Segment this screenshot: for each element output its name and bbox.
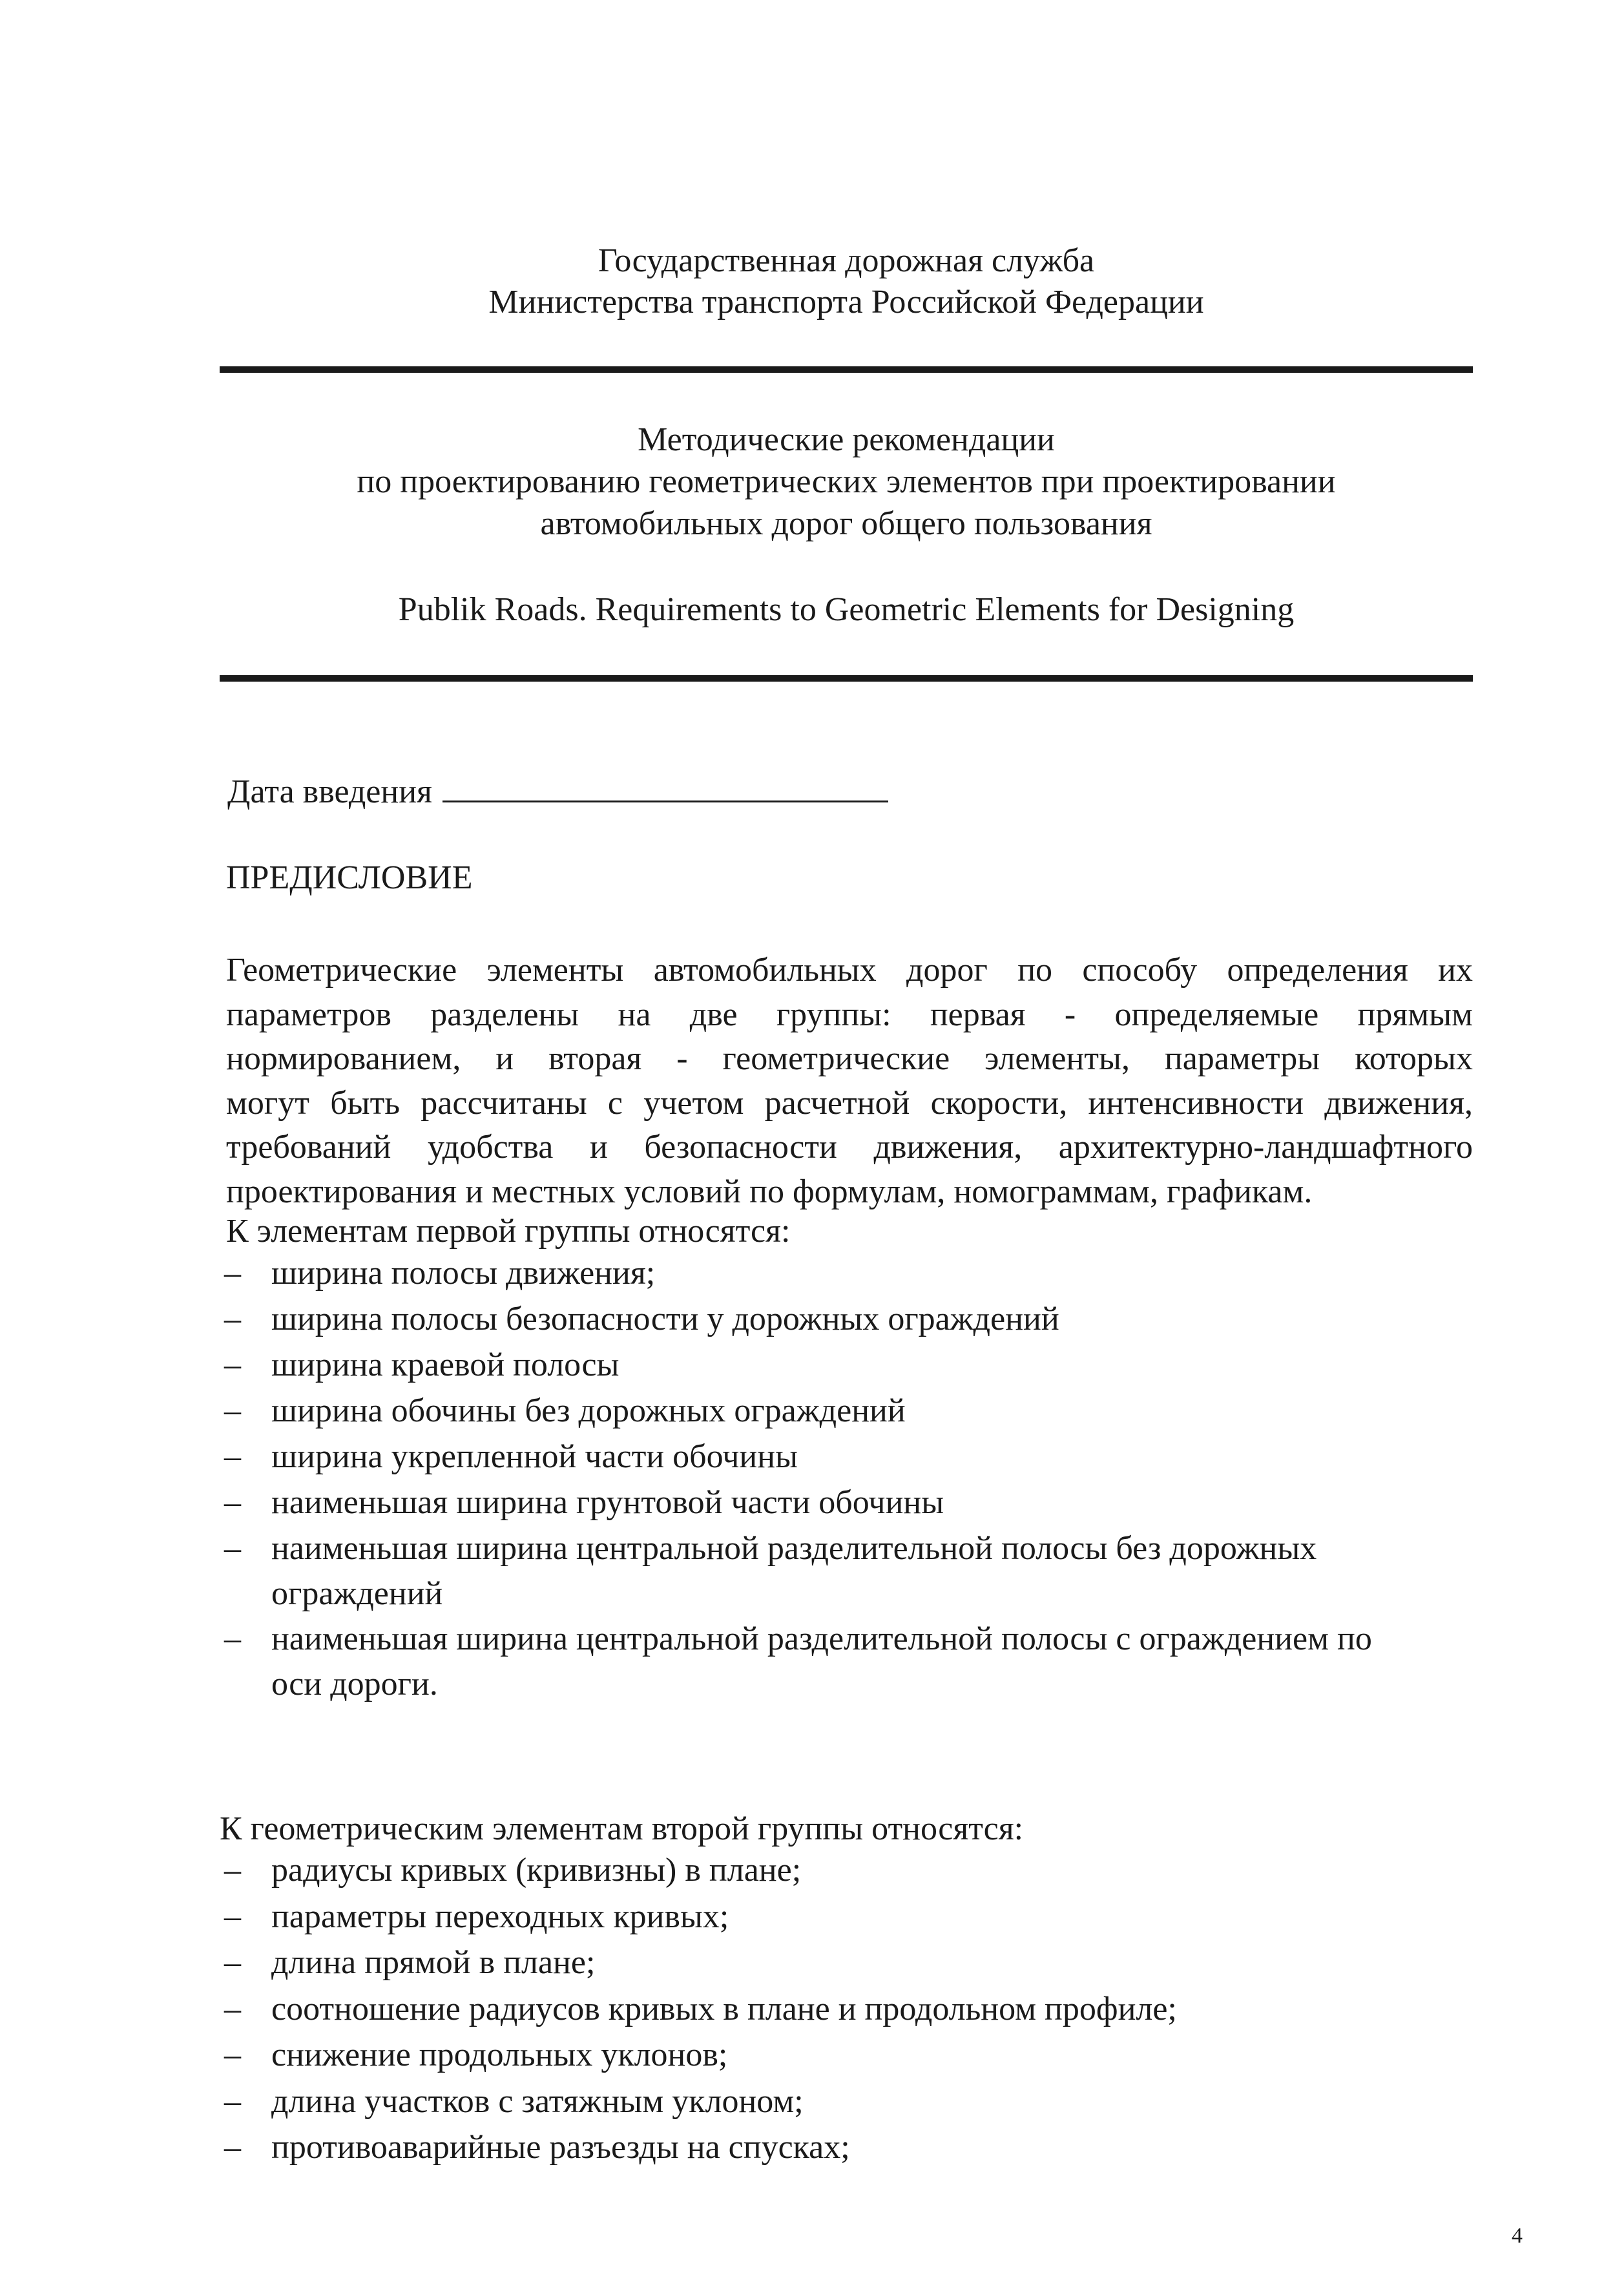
dash-bullet: – xyxy=(224,1484,241,1521)
dash-bullet: – xyxy=(224,2082,241,2120)
dash-bullet: – xyxy=(224,1620,241,1657)
list-item: – длина участков с затяжным уклоном; xyxy=(220,2079,1177,2126)
date-blank-underline xyxy=(442,801,888,802)
list-item: – соотношение радиусов кривых в плане и продольном профиле; xyxy=(220,1987,1177,2033)
dash-bullet: – xyxy=(224,1530,241,1567)
dash-bullet: – xyxy=(224,2129,241,2166)
title-english: Publik Roads. Requirements to Geometric Elements for Designing xyxy=(398,591,1295,628)
paragraph-line: Геометрические элементы автомобильных дорог по способу определения их xyxy=(226,952,1473,989)
list-item: – ширина обочины без дорожных ограждений xyxy=(220,1388,1372,1434)
title-line-3: автомобильных дорог общего пользования xyxy=(540,505,1152,542)
preface-paragraph xyxy=(226,948,1473,1214)
dash-bullet: – xyxy=(224,1852,241,1889)
page-number: 4 xyxy=(1512,2224,1523,2248)
list-item: – снижение продольных уклонов; xyxy=(220,2033,1177,2079)
header-line-1: Государственная дорожная служба xyxy=(598,242,1095,279)
dash-bullet: – xyxy=(224,1438,241,1475)
list-item: – наименьшая ширина центральной разделительной полосы с ограждением по оси дороги. xyxy=(220,1617,1372,1707)
list-item: – ширина укрепленной части обочины xyxy=(220,1434,1372,1480)
paragraph-line: требований удобства и безопасности движения, архитектурно-ландшафтного xyxy=(226,1129,1473,1166)
group1-intro: К элементам первой группы относятся: xyxy=(226,1213,791,1250)
list-item: – наименьшая ширина центральной разделительной полосы без дорожных ограждений xyxy=(220,1526,1372,1617)
list-item: – длина прямой в плане; xyxy=(220,1940,1177,1987)
list-item-continuation: оси дороги. xyxy=(271,1666,438,1702)
list-item: – ширина краевой полосы xyxy=(220,1343,1372,1388)
title-line-2: по проектированию геометрических элементов при проектировании xyxy=(357,463,1336,500)
dash-bullet: – xyxy=(224,1346,241,1383)
paragraph-line: параметров разделены на две группы: первая - определяемые прямым xyxy=(226,996,1473,1033)
paragraph-line: нормированием, и вторая - геометрические элементы, параметры которых xyxy=(226,1040,1473,1077)
paragraph-line: могут быть рассчитаны с учетом расчетной скорости, интенсивности движения, xyxy=(226,1084,1473,1122)
group1-list xyxy=(220,1251,1372,1707)
dash-bullet: – xyxy=(224,1255,241,1292)
dash-bullet: – xyxy=(224,1898,241,1935)
group2-intro: К геометрическим элементам второй группы относятся: xyxy=(220,1810,1024,1847)
date-line xyxy=(227,775,888,809)
list-item: – наименьшая ширина грунтовой части обочины xyxy=(220,1480,1372,1526)
list-item: – радиусы кривых (кривизны) в плане; xyxy=(220,1848,1177,1894)
dash-bullet: – xyxy=(224,1990,241,2027)
list-item: – ширина полосы движения; xyxy=(220,1251,1372,1297)
dash-bullet: – xyxy=(224,2036,241,2073)
list-item: – противоаварийные разъезды на спусках; xyxy=(220,2125,1177,2172)
list-item: – ширина полосы безопасности у дорожных ограждений xyxy=(220,1297,1372,1343)
dash-bullet: – xyxy=(224,1392,241,1429)
date-label: Дата введения xyxy=(227,773,432,810)
group2-list xyxy=(220,1848,1177,2172)
preface-heading: ПРЕДИСЛОВИЕ xyxy=(226,859,473,896)
list-item: – параметры переходных кривых; xyxy=(220,1894,1177,1941)
dash-bullet: – xyxy=(224,1944,241,1981)
title-line-1: Методические рекомендации xyxy=(638,421,1055,458)
header-line-2: Министерства транспорта Российской Федерации xyxy=(488,284,1204,320)
top-rule xyxy=(220,366,1473,373)
list-item-continuation: ограждений xyxy=(271,1575,443,1612)
bottom-rule xyxy=(220,675,1473,682)
dash-bullet: – xyxy=(224,1301,241,1337)
paragraph-line: проектирования и местных условий по формулам, номограммам, графикам. xyxy=(226,1173,1313,1210)
